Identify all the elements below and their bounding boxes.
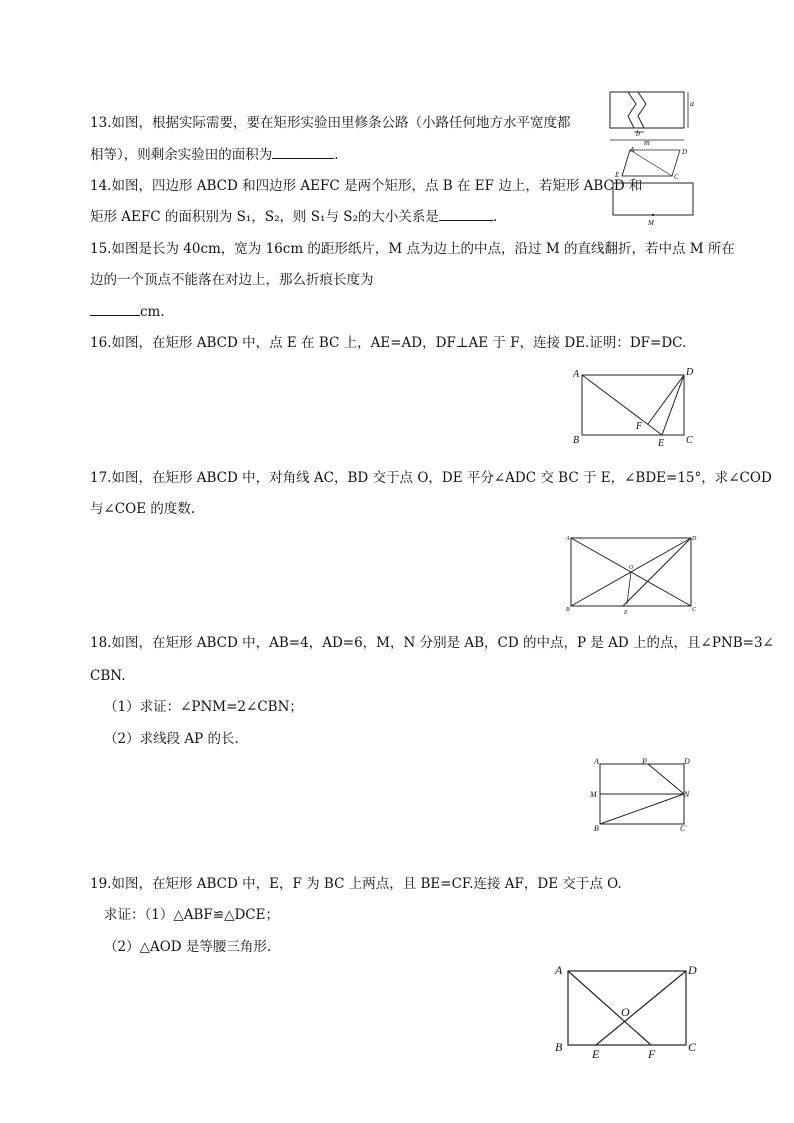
- label-D: D: [692, 536, 697, 542]
- label-D: D: [684, 757, 690, 766]
- label-E: E: [658, 438, 665, 447]
- label-m: m: [644, 138, 650, 147]
- midpoint-dot: [652, 214, 654, 216]
- figure-15-paper-strip: [612, 182, 696, 228]
- figure-18-rectangle: [588, 756, 700, 832]
- figure-13-road-field: [598, 84, 698, 148]
- problem-15-line-2: 边的一个顶点不能落在对边上，那么折痕长度为: [90, 272, 374, 288]
- label-O: O: [621, 1005, 630, 1019]
- label-O: O: [629, 565, 634, 571]
- problem-17-line-1: 17.如图，在矩形 ABCD 中，对角线 AC，BD 交于点 O，DE 平分∠ADC 交 BC 于 E，∠BDE=15°，求∠COD: [90, 470, 772, 486]
- answer-blank-13[interactable]: [272, 146, 334, 159]
- label-C: C: [674, 173, 679, 181]
- figure-14-two-rectangles: [612, 146, 696, 182]
- answer-blank-15[interactable]: [90, 303, 140, 316]
- label-A: A: [594, 757, 599, 766]
- paper-rect: [613, 183, 693, 215]
- label-C: C: [692, 607, 697, 613]
- answer-blank-14[interactable]: [439, 208, 493, 221]
- figure-19-rectangle: [550, 960, 700, 1060]
- label-F: F: [636, 421, 643, 432]
- rect-abcd: [582, 375, 684, 435]
- label-B: B: [555, 1040, 563, 1054]
- problem-15-line-3: cm.: [90, 303, 165, 321]
- label-b: b: [636, 129, 640, 138]
- problem-16-line-1: 16.如图，在矩形 ABCD 中，点 E 在 BC 上，AE=AD，DF⊥AE 于 F，连接 DE.证明：DF=DC.: [90, 335, 687, 351]
- problem-15-line-1: 15.如图是长为 40cm，宽为 16cm 的距形纸片，M 点为边上的中点，沿过 M 的直线翻折，若中点 M 所在: [90, 241, 735, 257]
- label-F: F: [648, 1047, 656, 1060]
- segment-de: [662, 375, 684, 435]
- problem-19-part-2: （2）△AOD 是等腰三角形.: [104, 939, 272, 955]
- label-M: M: [648, 219, 654, 227]
- label-N: N: [684, 790, 690, 799]
- label-A: A: [555, 963, 563, 977]
- problem-18-line-2: CBN.: [90, 668, 126, 684]
- label-D: D: [686, 367, 694, 378]
- label-C: C: [688, 1040, 697, 1054]
- field-rect: [610, 92, 684, 128]
- label-C: C: [680, 824, 686, 832]
- label-B: B: [594, 824, 599, 832]
- label-B: B: [573, 435, 580, 446]
- label-E: E: [592, 1047, 600, 1060]
- label-B: B: [566, 607, 570, 613]
- label-E: E: [624, 610, 628, 616]
- segment-pn: [648, 764, 684, 794]
- problem-13-line-2: 相等），则剩余实验田的面积为 .: [90, 147, 339, 163]
- problem-14-line-2: 矩形 AEFC 的面积别为 S₁，S₂，则 S₁与 S₂的大小关系是 .: [90, 209, 498, 225]
- road-edge-right: [638, 92, 646, 128]
- label-M: M: [590, 790, 597, 799]
- problem-18-part-2: （2）求线段 AP 的长.: [104, 731, 239, 747]
- label-D: D: [688, 963, 697, 977]
- segment-ae: [582, 375, 662, 435]
- problem-18-line-1: 18.如图，在矩形 ABCD 中，AB=4，AD=6，M，N 分别是 AB，CD 的中点，P 是 AD 上的点，且∠PNB=3∠: [90, 635, 774, 651]
- road-edge-left: [628, 92, 636, 128]
- bisector-de: [623, 538, 691, 606]
- figure-17-rectangle-diagonals: [563, 532, 699, 618]
- problem-13-line-1: 13.如图，根据实际需要，要在矩形实验田里修条公路（小路任何地方水平宽度都: [90, 115, 571, 131]
- label-A: A: [630, 146, 635, 154]
- problem-14-line-1: 14.如图，四边形 ABCD 和四边形 AEFC 是两个矩形，点 B 在 EF 边上，若矩形 ABCD 和: [90, 178, 643, 194]
- label-A: A: [573, 369, 580, 380]
- label-A: A: [566, 536, 570, 542]
- segment-df: [648, 375, 684, 424]
- label-C: C: [686, 435, 693, 446]
- label-D: D: [682, 148, 688, 156]
- problem-19-part-1: 求证：（1）△ABF≌△DCE；: [104, 907, 279, 923]
- label-a: a: [690, 99, 694, 108]
- label-P: P: [642, 757, 647, 766]
- problem-18-part-1: （1）求证：∠PNM=2∠CBN；: [104, 699, 303, 715]
- problem-17-line-2: 与∠COE 的度数.: [90, 501, 196, 517]
- problem-19-line-1: 19.如图，在矩形 ABCD 中，E，F 为 BC 上两点，且 BE=CF.连接 AF，DE 交于点 O.: [90, 876, 622, 892]
- segment-bn: [600, 794, 684, 824]
- label-E: E: [615, 171, 620, 179]
- figure-16-rectangle: [568, 365, 700, 447]
